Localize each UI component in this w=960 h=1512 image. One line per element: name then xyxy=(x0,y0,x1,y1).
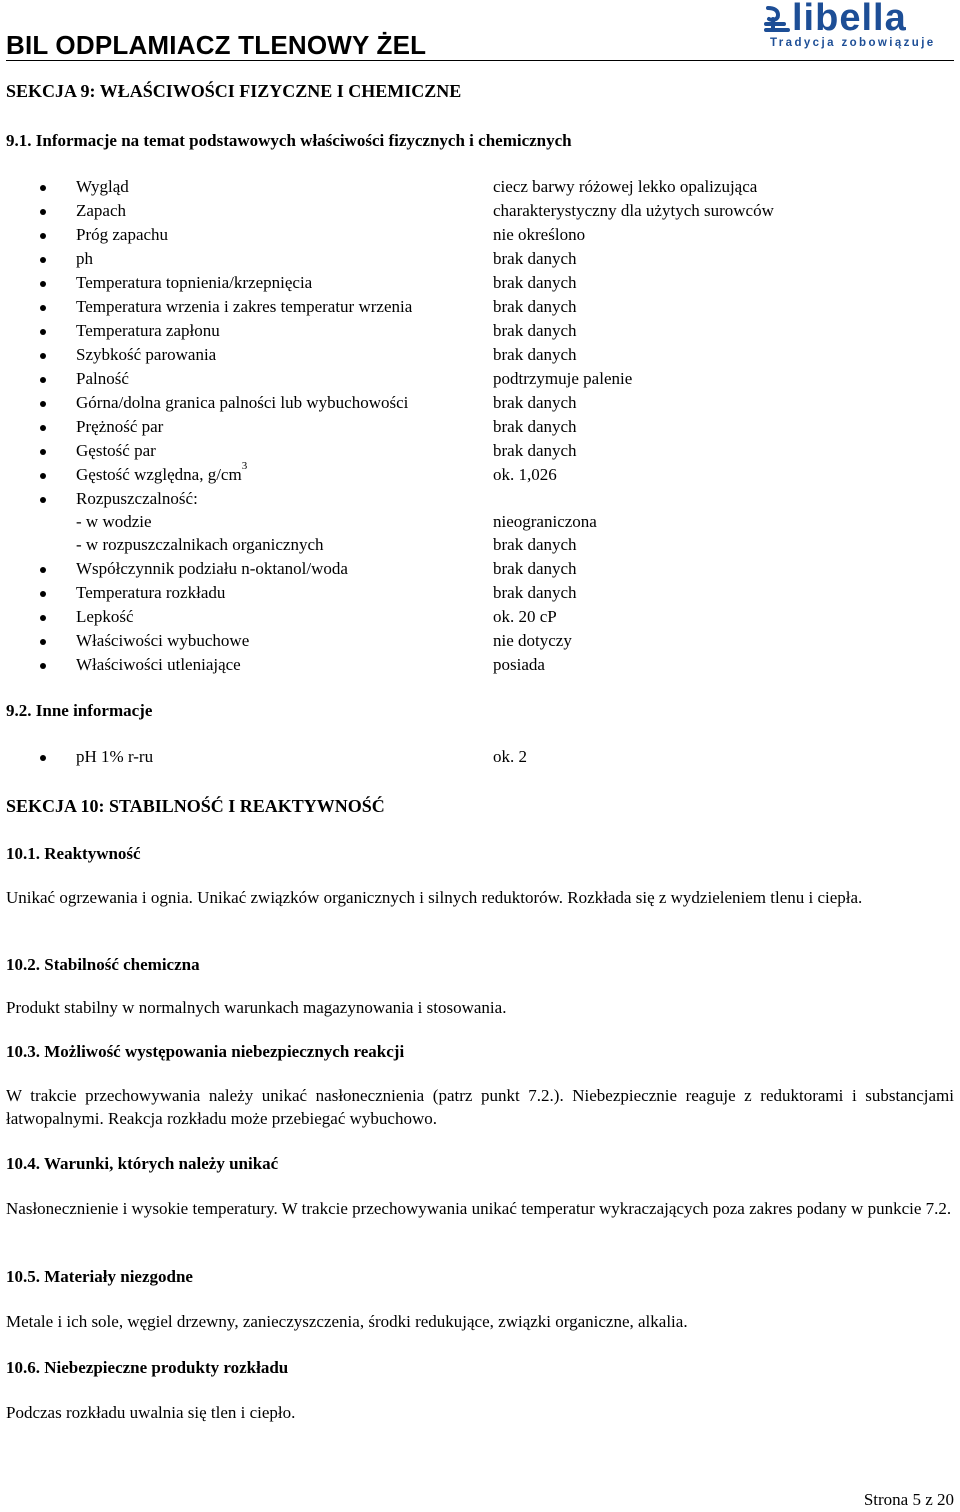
list-item xyxy=(0,581,960,605)
subsection-10-2-heading: 10.2. Stabilność chemiczna xyxy=(6,955,200,974)
property-value: brak danych xyxy=(493,559,577,578)
title-underline xyxy=(6,60,954,61)
property-label: Temperatura topnienia/krzepnięcia xyxy=(76,273,313,292)
property-label: Temperatura zapłonu xyxy=(76,321,220,340)
physical-properties-list xyxy=(0,175,960,677)
bullet-icon xyxy=(40,257,46,263)
page-number: Strona 5 z 20 xyxy=(863,1490,954,1509)
property-value: ok. 2 xyxy=(493,747,527,766)
list-item-sub xyxy=(0,533,960,557)
bullet-icon xyxy=(40,591,46,597)
list-item xyxy=(0,653,960,677)
property-value: brak danych xyxy=(493,417,577,436)
reactivity-text: Unikać ogrzewania i ognia. Unikać związków organicznych i silnych reduktorów. Rozkłada się z wydzieleniem tlenu i ciepła. xyxy=(6,888,863,907)
list-item xyxy=(0,487,960,510)
property-label: Wygląd xyxy=(76,177,129,196)
stability-text: Produkt stabilny w normalnych warunkach magazynowania i stosowania. xyxy=(6,998,507,1017)
list-item xyxy=(0,367,960,391)
bullet-icon xyxy=(40,567,46,573)
property-value: brak danych xyxy=(493,249,577,268)
list-item-sub xyxy=(0,510,960,533)
property-label: Temperatura rozkładu xyxy=(76,583,226,602)
libella-logo xyxy=(762,0,958,52)
list-item xyxy=(0,557,960,581)
section-10-title: SEKCJA 10: STABILNOŚĆ I REAKTYWNOŚĆ xyxy=(6,796,385,816)
property-value: brak danych xyxy=(493,345,577,364)
list-item xyxy=(0,319,960,343)
bullet-icon xyxy=(40,329,46,335)
list-item xyxy=(0,175,960,199)
property-label: Palność xyxy=(76,369,129,388)
property-label: Temperatura wrzenia i zakres temperatur wrzenia xyxy=(76,297,413,316)
subsection-10-5-heading: 10.5. Materiały niezgodne xyxy=(6,1267,193,1286)
list-item xyxy=(0,745,960,769)
property-label: - w wodzie xyxy=(76,512,152,531)
property-label: Właściwości wybuchowe xyxy=(76,631,250,650)
property-label: Szybkość parowania xyxy=(76,345,217,364)
property-value: charakterystyczny dla użytych surowców xyxy=(493,201,774,220)
subsection-10-1-heading: 10.1. Reaktywność xyxy=(6,844,141,863)
property-label: Prężność par xyxy=(76,417,164,436)
conditions-to-avoid-text: Nasłonecznienie i wysokie temperatury. W trakcie przechowywania unikać temperatur wykraczających poza zakres podany w punkcie 7.2. xyxy=(6,1199,952,1218)
property-label: Górna/dolna granica palności lub wybuchowości xyxy=(76,393,409,412)
property-label: pH 1% r-ru xyxy=(76,747,154,766)
other-info-list xyxy=(0,745,960,769)
list-item xyxy=(0,439,960,463)
property-value: ok. 1,026 xyxy=(493,465,557,484)
bullet-icon xyxy=(40,497,46,503)
list-item xyxy=(0,605,960,629)
bullet-icon xyxy=(40,755,46,761)
bullet-icon xyxy=(40,185,46,191)
subsection-9-1-heading: 9.1. Informacje na temat podstawowych właściwości fizycznych i chemicznych xyxy=(6,131,572,150)
bullet-icon xyxy=(40,449,46,455)
list-item xyxy=(0,271,960,295)
property-value: brak danych xyxy=(493,321,577,340)
list-item xyxy=(0,391,960,415)
property-value: posiada xyxy=(493,655,545,674)
logo-wordmark: libella xyxy=(792,0,907,39)
property-label: Lepkość xyxy=(76,607,134,626)
property-value: brak danych xyxy=(493,441,577,460)
property-value: brak danych xyxy=(493,583,577,602)
logo-tagline: Tradycja zobowiązuje xyxy=(770,37,936,49)
document-title: BIL ODPLAMIACZ TLENOWY ŻEL xyxy=(6,30,427,60)
bullet-icon xyxy=(40,209,46,215)
section-9-title: SEKCJA 9: WŁAŚCIWOŚCI FIZYCZNE I CHEMICZNE xyxy=(6,81,462,101)
bullet-icon xyxy=(40,639,46,645)
property-value: ok. 20 cP xyxy=(493,607,557,626)
bullet-icon xyxy=(40,281,46,287)
property-value: nie określono xyxy=(493,225,586,244)
density-unit-exponent: 3 xyxy=(241,460,248,472)
incompatible-materials-text: Metale i ich sole, węgiel drzewny, zanieczyszczenia, środki redukujące, związki organiczne, alkalia. xyxy=(6,1312,688,1331)
page-header xyxy=(0,0,960,70)
bullet-icon xyxy=(40,305,46,311)
subsection-10-6-heading: 10.6. Niebezpieczne produkty rozkładu xyxy=(6,1358,289,1377)
bullet-icon xyxy=(40,377,46,383)
list-item xyxy=(0,223,960,247)
property-value: nie dotyczy xyxy=(493,631,572,650)
hazardous-reactions-text: W trakcie przechowywania należy unikać nasłonecznienia (patrz punkt 7.2.). Niebezpiecznie reaguje z reduktorami i substancjami łatwopalnymi. Reakcja rozkładu może przebiegać wybuchowo. xyxy=(6,1086,954,1128)
density-label-text: Gęstość względna, g/cm xyxy=(76,465,242,484)
property-label: Współczynnik podziału n-oktanol/woda xyxy=(76,559,348,578)
property-label: - w rozpuszczalnikach organicznych xyxy=(76,535,324,554)
libella-logo-icon xyxy=(762,4,792,34)
bullet-icon xyxy=(40,663,46,669)
decomposition-products-text: Podczas rozkładu uwalnia się tlen i ciepło. xyxy=(6,1403,296,1422)
property-label: Gęstość par xyxy=(76,441,156,460)
list-item xyxy=(0,247,960,271)
subsection-10-4-heading: 10.4. Warunki, których należy unikać xyxy=(6,1154,279,1173)
property-value: brak danych xyxy=(493,535,577,554)
list-item xyxy=(0,629,960,653)
property-value: brak danych xyxy=(493,393,577,412)
property-value: brak danych xyxy=(493,297,577,316)
property-label: Rozpuszczalność: xyxy=(76,489,198,508)
property-label: Próg zapachu xyxy=(76,225,169,244)
property-label: Zapach xyxy=(76,201,127,220)
list-item xyxy=(0,343,960,367)
property-label: Właściwości utleniające xyxy=(76,655,241,674)
subsection-9-2-heading: 9.2. Inne informacje xyxy=(6,701,153,720)
property-value: podtrzymuje palenie xyxy=(493,369,633,388)
property-value: ciecz barwy różowej lekko opalizująca xyxy=(493,177,758,196)
bullet-icon xyxy=(40,353,46,359)
bullet-icon xyxy=(40,425,46,431)
subsection-10-3-heading: 10.3. Możliwość występowania niebezpiecznych reakcji xyxy=(6,1042,405,1061)
property-value: nieograniczona xyxy=(493,512,597,531)
bullet-icon xyxy=(40,615,46,621)
bullet-icon xyxy=(40,401,46,407)
property-value: brak danych xyxy=(493,273,577,292)
property-label: ph xyxy=(76,249,93,268)
list-item xyxy=(0,295,960,319)
bullet-icon xyxy=(40,233,46,239)
list-item xyxy=(0,460,960,487)
list-item xyxy=(0,415,960,439)
property-label xyxy=(76,460,248,487)
list-item xyxy=(0,199,960,223)
bullet-icon xyxy=(40,473,46,479)
